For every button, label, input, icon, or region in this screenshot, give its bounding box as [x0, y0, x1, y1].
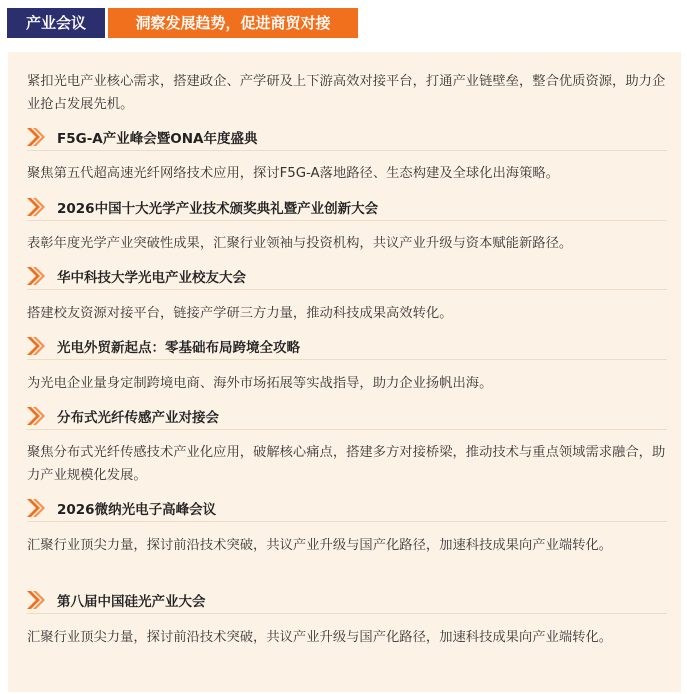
- double-chevron-icon: [27, 337, 45, 355]
- section-title-text: 2026微纳光电子高峰会议: [57, 502, 217, 518]
- section-desc-3: 为光电企业量身定制跨境电商、海外市场拓展等实战指导，助力企业扬帆出海。: [27, 376, 493, 391]
- section-title-text: F5G-A产业峰会暨ONA年度盛典: [57, 131, 258, 147]
- section-title-text: 华中科技大学光电产业校友大会: [57, 270, 246, 286]
- section-desc-6: 汇聚行业顶尖力量，探讨前沿技术突破，共议产业升级与国产化路径，加速科技成果向产业端转化。: [27, 630, 613, 645]
- section-desc-1: 表彰年度光学产业突破性成果，汇聚行业领袖与投资机构，共议产业升级与资本赋能新路径。: [27, 236, 573, 251]
- section-desc-0: 聚焦第五代超高速光纤网络技术应用，探讨F5G-A落地路径、生态构建及全球化出海策略。: [27, 166, 559, 181]
- double-chevron-icon: [27, 267, 45, 285]
- section-title-6: [27, 587, 667, 614]
- section-title-1: [27, 194, 667, 221]
- double-chevron-icon: [27, 198, 45, 216]
- section-desc-5: 汇聚行业顶尖力量，探讨前沿技术突破，共议产业升级与国产化路径，加速科技成果向产业端转化。: [27, 538, 613, 553]
- double-chevron-icon: [27, 591, 45, 609]
- section-title-text: 第八届中国硅光产业大会: [57, 594, 206, 610]
- content-card: [8, 52, 681, 692]
- section-title-4: [27, 403, 667, 430]
- section-title-5: [27, 495, 667, 522]
- section-desc-4: 聚焦分布式光纤传感技术产业化应用，破解核心痛点，搭建多方对接桥梁，推动技术与重点领域需求融合，助力产业规模化发展。: [27, 445, 666, 483]
- section-desc-2: 搭建校友资源对接平台，链接产学研三方力量，推动科技成果高效转化。: [27, 306, 453, 321]
- section-title-text: 2026中国十大光学产业技术颁奖典礼暨产业创新大会: [57, 201, 379, 217]
- section-title-3: [27, 333, 667, 360]
- section-title-text: 光电外贸新起点：零基础布局跨境全攻略: [57, 340, 300, 356]
- section-title-0: [27, 124, 667, 151]
- banner-tag: 洞察发展趋势，促进商贸对接: [108, 8, 358, 38]
- section-title-2: [27, 263, 667, 290]
- double-chevron-icon: [27, 499, 45, 517]
- category-tag: 产业会议: [7, 8, 105, 38]
- section-title-text: 分布式光纤传感产业对接会: [57, 410, 219, 426]
- double-chevron-icon: [27, 128, 45, 146]
- double-chevron-icon: [27, 407, 45, 425]
- section-header: [7, 8, 358, 38]
- intro-text: 紧扣光电产业核心需求，搭建政企、产学研及上下游高效对接平台，打通产业链壁垒，整合优质资源，助力企业抢占发展先机。: [27, 74, 666, 112]
